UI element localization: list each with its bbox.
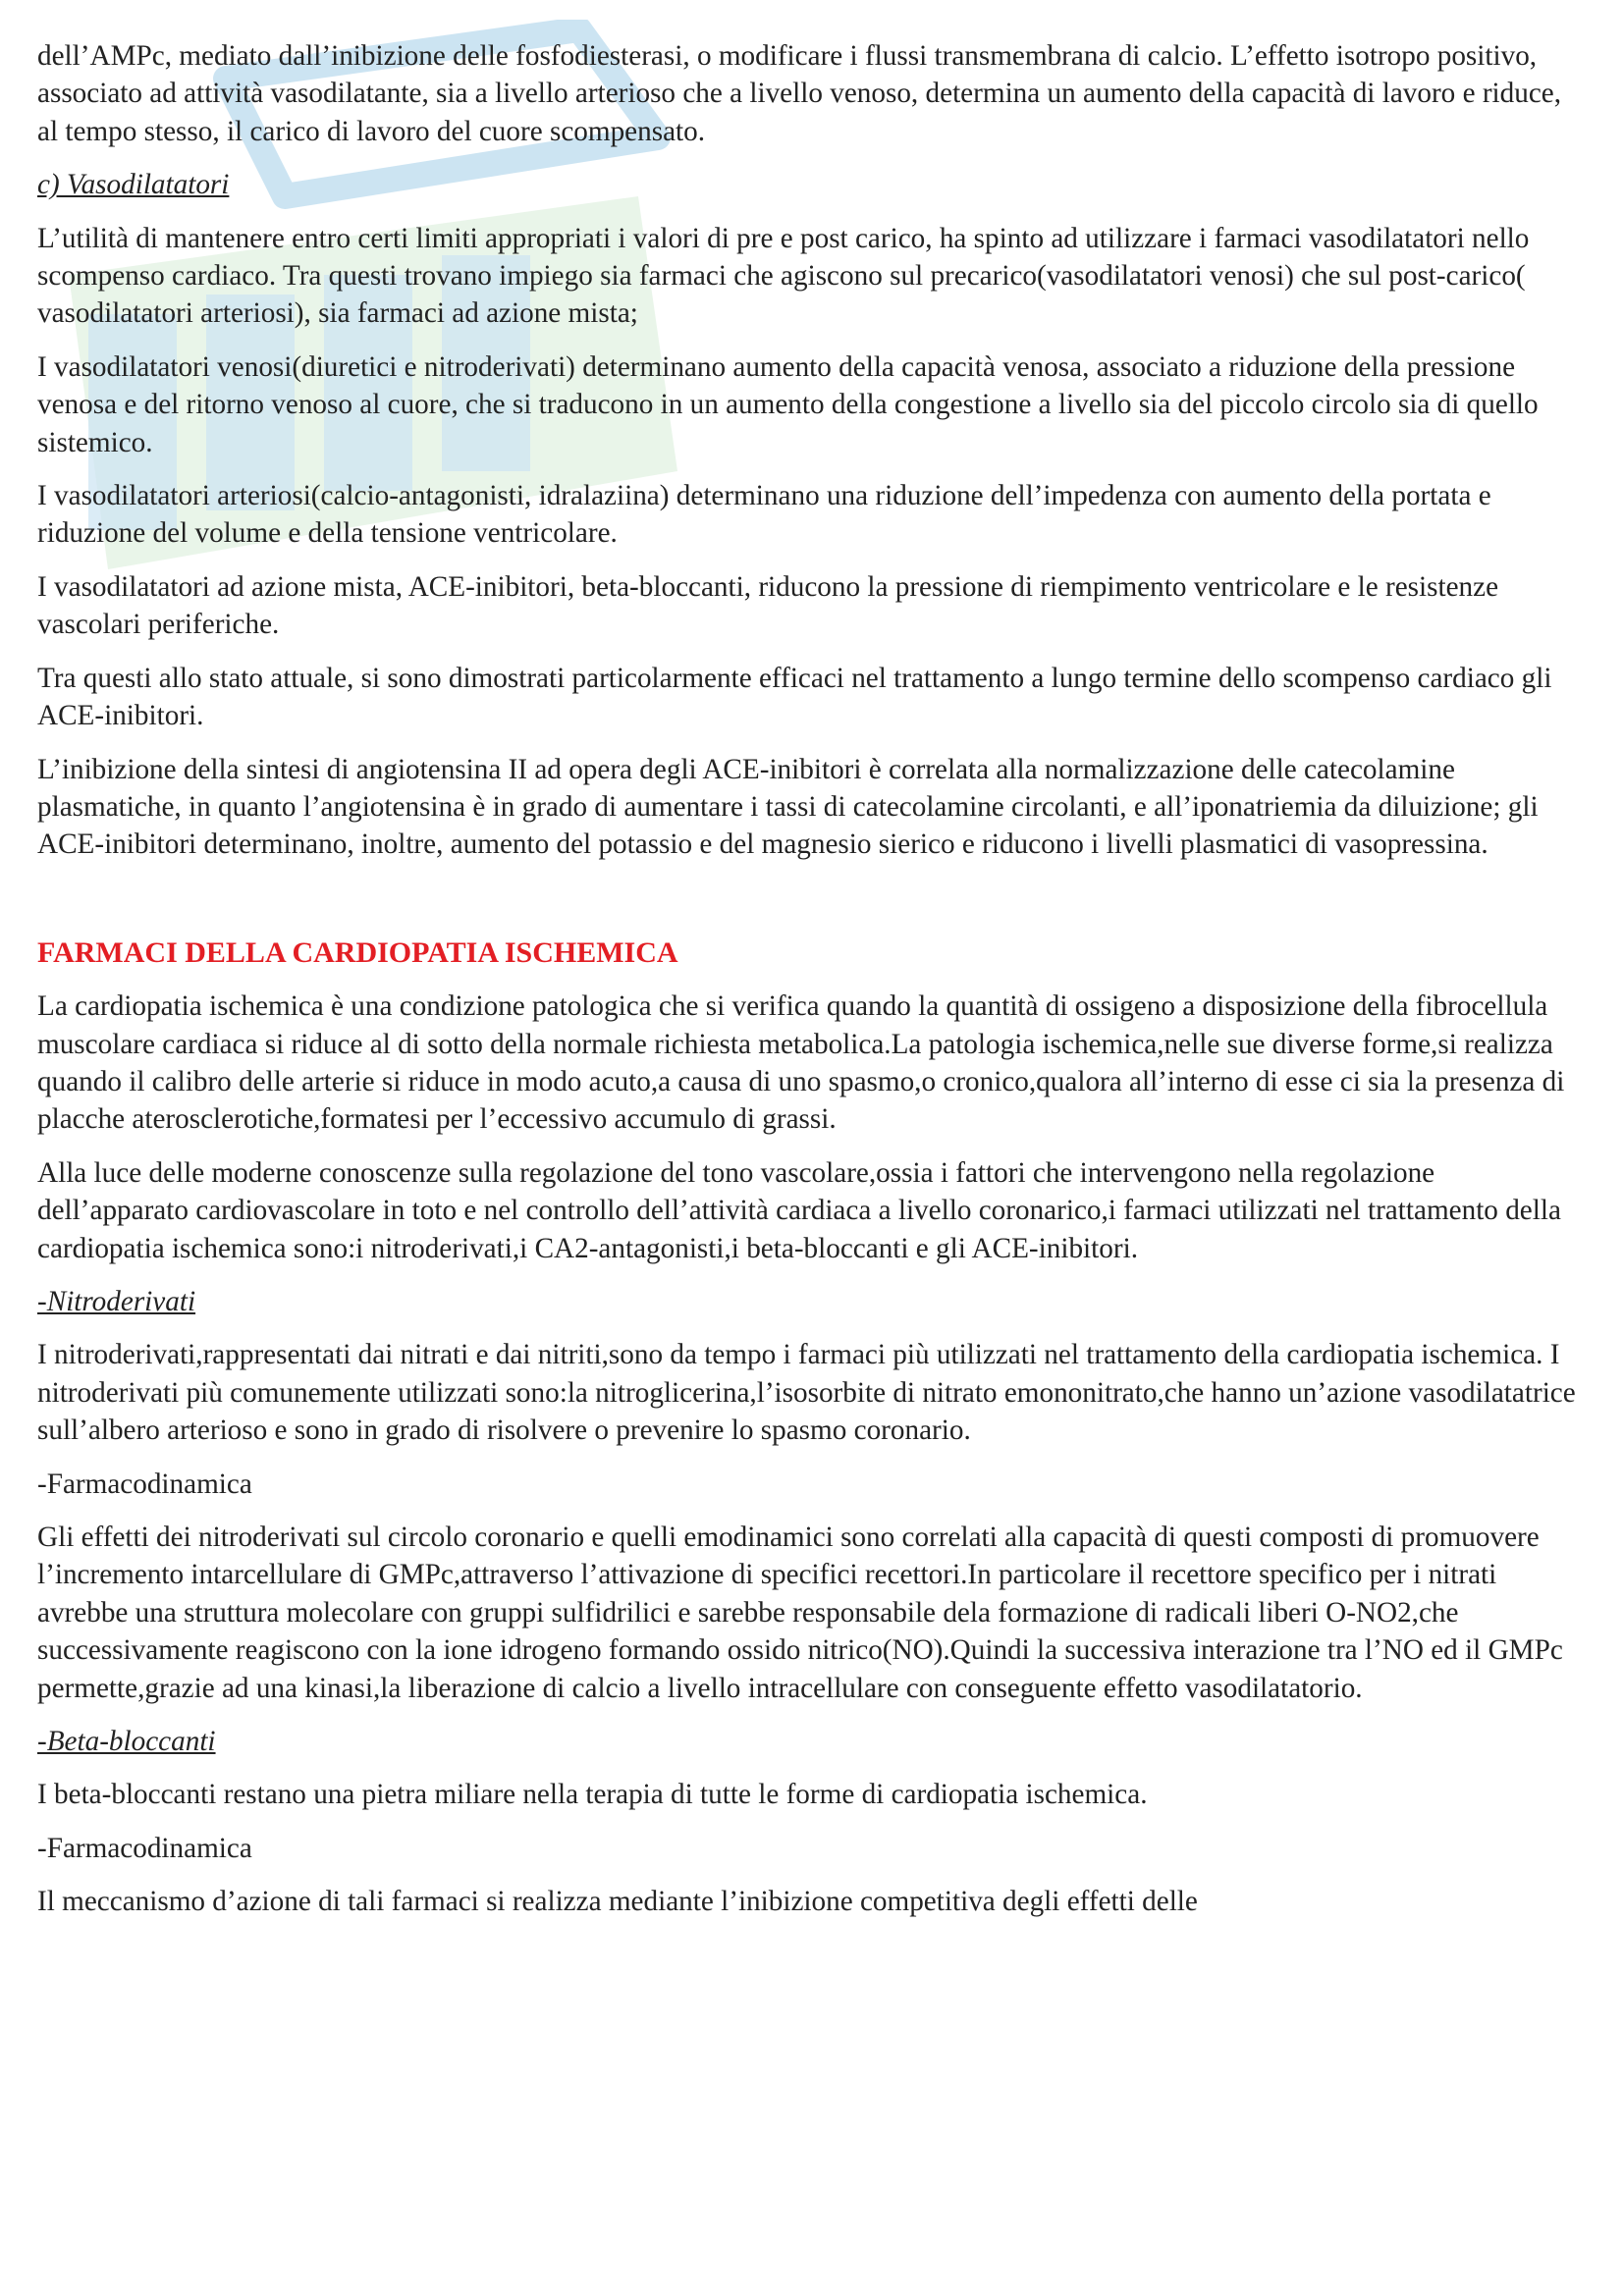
- paragraph-vasodilatatori-arteriosi: I vasodilatatori arteriosi(calcio-antagonisti, idralaziina) determinano una riduzione dell’impedenza con aumento della portata e riduzione del volume e della tensione ventricolare.: [37, 480, 1491, 550]
- paragraph-cardiopatia-definizione: La cardiopatia ischemica è una condizione patologica che si verifica quando la quantità di ossigeno a disposizione della fibrocellula muscolare cardiaca si riduce al di sotto della normale richiesta metabolica.La patologia ischemica,nelle sue diverse forme,si realizza quando il calibro delle arterie si riduce in modo acuto,a causa di uno spasmo,o cronico,qualora all’interno di esse ci sia la presenza di placche aterosclerotiche,formatesi per l’eccessivo accumulo di grassi.: [37, 990, 1565, 1136]
- paragraph-nitroderivati: I nitroderivati,rappresentati dai nitrati e dai nitriti,sono da tempo i farmaci più utilizzati nel trattamento della cardiopatia ischemica. I nitroderivati più comunemente utilizzati sono:la nitroglicerina,l’isosorbite di nitrato emononitrato,che hanno un’azione vasodilatatrice sull’albero arterioso e sono in grado di risolvere o prevenire lo spasmo coronario.: [37, 1339, 1576, 1447]
- paragraph-gmpc: Gli effetti dei nitroderivati sul circolo coronario e quelli emodinamici sono correlati alla capacità di questi composti di promuovere l’incremento intarcellulare di GMPc,attraverso l’attivazione di specifici recettori.In particolare il recettore specifico per i nitrati avrebbe una struttura molecolare con gruppi sulfidrilici e sarebbe responsabile dela formazione di radicali liberi O-NO2,che successivamente reagiscono con la ione idrogeno formando ossido nitrico(NO).Quindi la successiva interazione tra l’NO ed il GMPc permette,grazie ad una kinasi,la liberazione di calcio a livello intracellulare con conseguente effetto vasodilatatorio.: [37, 1522, 1563, 1704]
- document-page: [37, 37, 1589, 1937]
- section-heading-cardiopatia: FARMACI DELLA CARDIOPATIA ISCHEMICA: [37, 935, 678, 969]
- paragraph-tono-vascolare: Alla luce delle moderne conoscenze sulla regolazione del tono vascolare,ossia i fattori che intervengono nella regolazione dell’apparato cardiovascolare in toto e nel controllo dell’attività cardiaca a livello coronarico,i farmaci utilizzati nel trattamento della cardiopatia ischemica sono:i nitroderivati,i CA2-antagonisti,i beta-bloccanti e gli ACE-inibitori.: [37, 1156, 1561, 1264]
- subheading-beta-bloccanti: -Beta-bloccanti: [37, 1726, 216, 1758]
- paragraph-ampc: dell’AMPc, mediato dall’inibizione delle fosfodiesterasi, o modificare i flussi transmembrana di calcio. L’effetto isotropo positivo, associato ad attività vasodilatante, sia a livello arterioso che a livello venoso, determina un aumento della capacità di lavoro e riduce, al tempo stesso, il carico di lavoro del cuore scompensato.: [37, 40, 1562, 147]
- paragraph-angiotensina: L’inibizione della sintesi di angiotensina II ad opera degli ACE-inibitori è correlata alla normalizzazione delle catecolamine plasmatiche, in quanto l’angiotensina è in grado di aumentare i tassi di catecolamine circolanti, e all’iponatriemia da diluizione; gli ACE-inibitori determinano, inoltre, aumento del potassio e del magnesio sierico e riducono i livelli plasmatici di vasopressina.: [37, 753, 1539, 861]
- paragraph-beta-bloccanti: I beta-bloccanti restano una pietra miliare nella terapia di tutte le forme di cardiopatia ischemica.: [37, 1779, 1148, 1811]
- paragraph-azione-mista: I vasodilatatori ad azione mista, ACE-inibitori, beta-bloccanti, riducono la pressione di riempimento ventricolare e le resistenze vascolari periferiche.: [37, 570, 1499, 641]
- subheading-farmacodinamica-2: -Farmacodinamica: [37, 1832, 252, 1864]
- paragraph-vasodilatatori-venosi: I vasodilatatori venosi(diuretici e nitroderivati) determinano aumento della capacità venosa, associato a riduzione della pressione venosa e del ritorno venoso al cuore, che si traducono in un aumento della congestione a livello sia del piccolo circolo sia di quello sistemico.: [37, 350, 1539, 458]
- paragraph-ace-efficaci: Tra questi allo stato attuale, si sono dimostrati particolarmente efficaci nel trattamento a lungo termine dello scompenso cardiaco gli ACE-inibitori.: [37, 662, 1552, 732]
- paragraph-pre-post-carico: L’utilità di mantenere entro certi limiti appropriati i valori di pre e post carico, ha spinto ad utilizzare i farmaci vasodilatatori nello scompenso cardiaco. Tra questi trovano impiego sia farmaci che agiscono sul precarico(vasodilatatori venosi) che sul post-carico( vasodilatatori arteriosi), sia farmaci ad azione mista;: [37, 222, 1530, 330]
- subheading-farmacodinamica-1: -Farmacodinamica: [37, 1468, 252, 1500]
- subheading-vasodilatatori: c) Vasodilatatori: [37, 169, 230, 201]
- paragraph-meccanismo: Il meccanismo d’azione di tali farmaci si realizza mediante l’inibizione competitiva degli effetti delle: [37, 1886, 1198, 1918]
- subheading-nitroderivati: -Nitroderivati: [37, 1285, 196, 1317]
